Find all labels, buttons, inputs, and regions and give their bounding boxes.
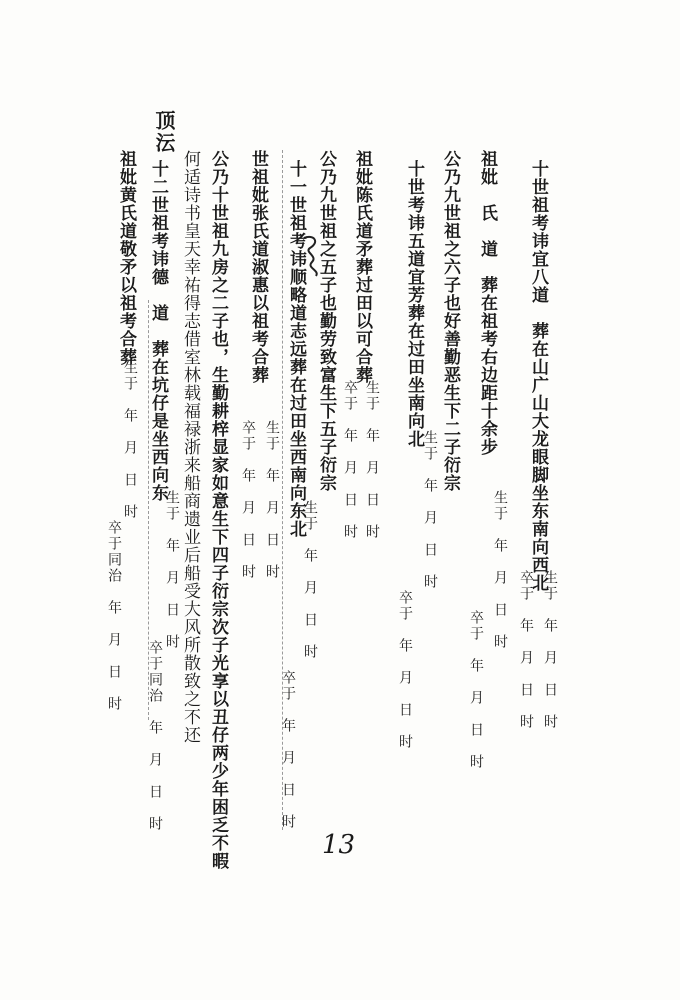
column-main-4: 十世考讳五道宜芳葬在过田坐南向北 bbox=[404, 160, 424, 448]
column-date-12a: 生于 年 月 日 时 bbox=[122, 360, 138, 520]
column-date-12b: 卒于同治 年 月 日 时 bbox=[106, 520, 122, 712]
column-date-7b: 卒于 年 月 日 时 bbox=[280, 670, 296, 830]
column-main-5: 祖妣陈氏道矛葬过田以可合葬 bbox=[352, 150, 372, 384]
column-date-1a: 生于 年 月 日 时 bbox=[542, 570, 558, 730]
column-date-1b: 卒于 年 月 日 时 bbox=[518, 570, 534, 730]
column-main-9: 公乃十世祖九房之二子也，生勤耕梓显家如意生下四子衍宗次子光享以丑仔两少年困乏不暇 bbox=[208, 150, 228, 870]
column-date-11b: 卒于同治 年 月 日 时 bbox=[147, 640, 163, 832]
column-date-4b: 卒于 年 月 日 时 bbox=[397, 590, 413, 750]
column-main-7: 十一世祖考讳顺略道志远葬在过田坐西南向东北 bbox=[286, 160, 306, 538]
column-main-10: 何适诗书皇天幸祐得志借室林载福禄浙来船商遗业后船受大风所散致之不还 bbox=[180, 150, 200, 744]
column-date-2a: 生于 年 月 日 时 bbox=[492, 490, 508, 650]
column-main-1: 十世祖考讳宜八道 葬在山广山大龙眼脚坐东南向西北 bbox=[528, 160, 548, 592]
column-date-2b: 卒于 年 月 日 时 bbox=[468, 610, 484, 770]
column-main-6: 公乃九世祖之五子也勤劳致富生下五子衍宗 bbox=[316, 150, 336, 492]
column-main-12: 祖妣黄氏道敬矛以祖考合葬 bbox=[116, 150, 136, 366]
column-main-11: 十二世祖考讳德 道 葬在坑仔是坐西向东 bbox=[148, 160, 168, 502]
column-date-3a: 生于 年 月 日 时 bbox=[422, 430, 438, 590]
column-main-8: 世祖妣张氏道淑惠以祖考合葬 bbox=[248, 150, 268, 384]
page-number: 13 bbox=[322, 830, 356, 860]
column-date-7a: 生于 年 月 日 时 bbox=[302, 500, 318, 660]
column-date-8b: 卒于 年 月 日 时 bbox=[240, 420, 256, 580]
column-date-5b: 卒于 年 月 日 时 bbox=[342, 380, 358, 540]
column-date-5a: 生于 年 月 日 时 bbox=[364, 380, 380, 540]
column-main-3: 公乃九世祖之六子也好善勤恶生下二子衍宗 bbox=[440, 150, 460, 492]
handwritten-annotation: 顶沄 bbox=[152, 110, 176, 154]
column-main-2: 祖妣 氏 道 葬在祖考右边距十余步 bbox=[477, 150, 497, 456]
column-date-11a: 生于 年 月 日 时 bbox=[164, 490, 180, 650]
column-date-8a: 生于 年 月 日 时 bbox=[264, 420, 280, 580]
